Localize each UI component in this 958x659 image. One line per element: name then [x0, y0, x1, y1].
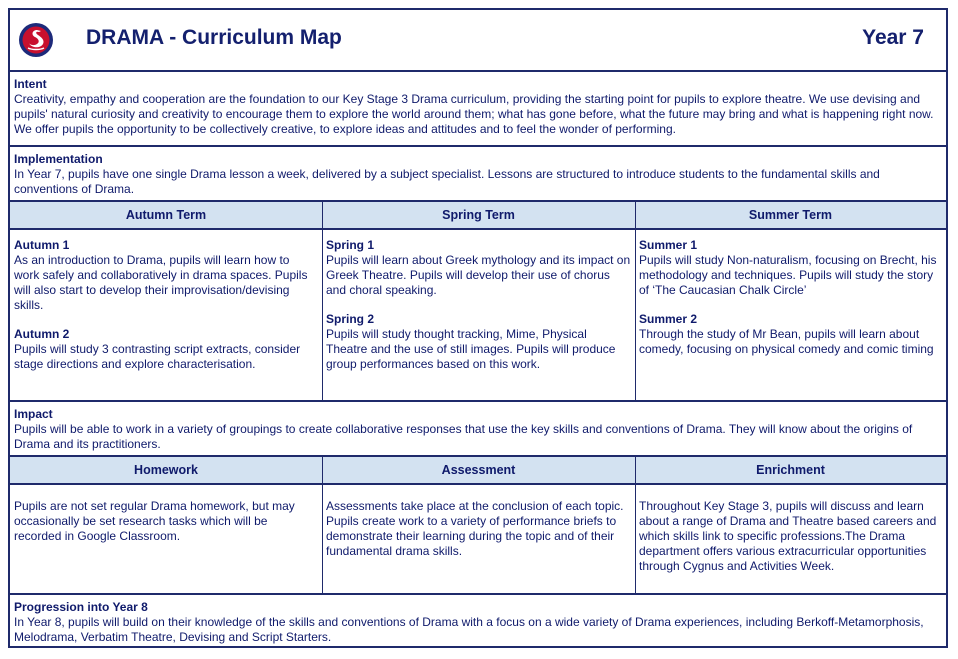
autumn-term-header: Autumn Term [125, 208, 207, 222]
divider [635, 457, 637, 483]
summer-term-header: Summer Term [748, 208, 833, 222]
year-label: Year 7 [862, 26, 924, 49]
terms-body-row [10, 230, 946, 402]
spring-term-cell [322, 230, 635, 400]
assessment-cell: Assessments take place at the conclusion of each topic. Pupils create work to a variety of performance briefs to demonstrate their learning during the topic and of their fundamental drama skills. [326, 499, 624, 558]
progression-heading: Progression into Year 8 [14, 600, 148, 614]
spring-1-title: Spring 1 [326, 238, 375, 252]
intent-section [10, 72, 946, 147]
extras-header-row [10, 457, 946, 485]
autumn-1-title: Autumn 1 [14, 238, 70, 252]
summer-2-title: Summer 2 [639, 312, 698, 326]
summer-2-text: Through the study of Mr Bean, pupils will learn about comedy, focusing on physical comedy and comic timing [639, 327, 934, 356]
summer-1-text: Pupils will study Non-naturalism, focusing on Brecht, his methodology and techniques. Pupils will study the story of ‘The Caucasian Chalk Circle’ [639, 253, 937, 297]
divider [322, 485, 324, 593]
divider [322, 230, 324, 400]
homework-header: Homework [134, 463, 198, 477]
divider [635, 202, 637, 228]
homework-cell: Pupils are not set regular Drama homework, but may occasionally be set research tasks which will be recorded in Google Classroom. [14, 499, 295, 543]
curriculum-map-page [8, 8, 948, 648]
intent-text: Creativity, empathy and cooperation are the foundation to our Key Stage 3 Drama curriculum, providing the starting point for pupils to explore theatre. We use devising and pupils' natural curiosity and creativity to encourage them to explore the world around them; what has gone before, what the future may bring and what is happening right now. We offer pupils the opportunity to be collectively creative, to explore ideas and attitudes and to feel the wonder of performing. [14, 92, 934, 136]
spring-2-text: Pupils will study thought tracking, Mime, Physical Theatre and the use of still images. Pupils will produce group performances based on this work. [326, 327, 616, 371]
intent-heading: Intent [14, 77, 47, 91]
swan-logo-icon [18, 22, 54, 58]
enrichment-cell: Throughout Key Stage 3, pupils will discuss and learn about a range of Drama and Theatre based careers and which skills link to specific professions.The Drama department offers various extracurricular opportunities through Cygnus and Activities Week. [639, 499, 937, 573]
autumn-2-title: Autumn 2 [14, 327, 70, 341]
divider [635, 485, 637, 593]
spring-1-text: Pupils will learn about Greek mythology and its impact on Greek Theatre. Pupils will develop their use of chorus and choral speaking. [326, 253, 631, 297]
implementation-text: In Year 7, pupils have one single Drama lesson a week, delivered by a subject specialist. Lessons are structured to introduce students to the fundamental skills and conventions of Drama. [14, 167, 880, 196]
summer-1-title: Summer 1 [639, 238, 698, 252]
implementation-heading: Implementation [14, 152, 103, 166]
implementation-section [10, 147, 946, 202]
impact-text: Pupils will be able to work in a variety of groupings to create collaborative responses that use the key skills and conventions of Drama. They will know about the origins of Drama and its practitioners. [14, 422, 913, 451]
autumn-2-text: Pupils will study 3 contrasting script extracts, consider stage directions and explore characterisation. [14, 342, 301, 371]
spring-2-title: Spring 2 [326, 312, 375, 326]
impact-section [10, 402, 946, 457]
autumn-1-text: As an introduction to Drama, pupils will learn how to work safely and collaboratively in drama spaces. Pupils will also start to develop their improvisation/devising skills. [14, 253, 308, 312]
summer-term-cell [635, 230, 946, 400]
terms-header-row [10, 202, 946, 230]
assessment-header: Assessment [441, 463, 516, 477]
page-title: DRAMA - Curriculum Map [86, 26, 342, 49]
progression-text: In Year 8, pupils will build on their knowledge of the skills and conventions of Drama with a focus on a wide variety of Drama experiences, including Berkoff-Metamorphosis, Melodrama, Verbatim Theatre, Devising and Script Starters. [14, 615, 924, 644]
divider [635, 230, 637, 400]
divider [322, 202, 324, 228]
enrichment-header: Enrichment [756, 463, 825, 477]
spring-term-header: Spring Term [442, 208, 515, 222]
divider [322, 457, 324, 483]
autumn-term-cell [10, 230, 322, 400]
progression-section [10, 595, 946, 646]
extras-body-row [10, 485, 946, 595]
impact-heading: Impact [14, 407, 53, 421]
page-header [10, 10, 946, 72]
